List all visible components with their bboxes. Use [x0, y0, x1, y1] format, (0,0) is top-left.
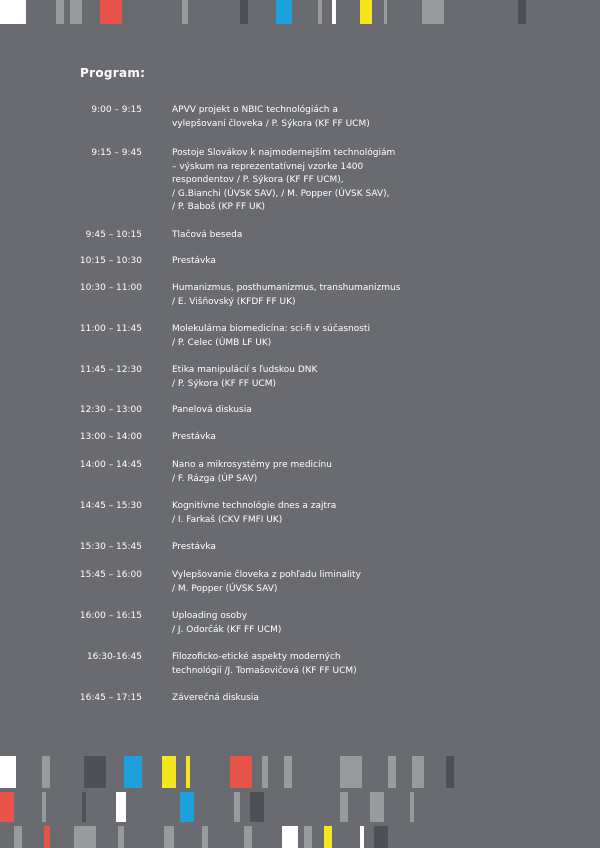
program-title: Program:	[80, 66, 146, 80]
deco-bar	[412, 756, 424, 788]
session-text: Humanizmus, posthumanizmus, transhumanizmus / E. Višňovský (KFDF FF UK)	[172, 283, 401, 307]
session-time: 13:00 – 14:00	[79, 432, 142, 442]
deco-bar	[42, 756, 50, 788]
deco-bar	[240, 0, 248, 24]
deco-bar	[340, 792, 348, 822]
deco-bar	[374, 826, 388, 848]
deco-bar	[410, 792, 414, 822]
session-text: Panelová diskusia	[172, 405, 252, 415]
deco-bar	[388, 756, 396, 788]
session-text: Prestávka	[172, 432, 216, 442]
deco-bar	[234, 792, 240, 822]
deco-bar	[332, 0, 336, 24]
deco-bar	[318, 0, 322, 24]
deco-bar	[230, 756, 252, 788]
deco-bar	[162, 756, 176, 788]
deco-bar	[182, 0, 188, 24]
deco-bar	[84, 756, 106, 788]
session-text: Etika manipulácií s ľudskou DNK / P. Sýkora (KF FF UCM)	[172, 365, 318, 389]
deco-bar	[422, 0, 444, 24]
deco-bar	[14, 826, 22, 848]
session-text: Postoje Slovákov k najmodernejším technológiám – výskum na reprezentatívnej vzorke 1400 respondentov / P. Sýkora (KF FF UCM), / G.Bianchi (ÚVSK SAV), / M. Popper (ÚVSK SAV), / P. Baboš (KP FF UK)	[172, 148, 396, 212]
deco-bar	[446, 756, 454, 788]
deco-bar	[282, 826, 298, 848]
session-time: 10:15 – 10:30	[79, 256, 142, 266]
deco-bar	[304, 826, 312, 848]
deco-bar	[82, 792, 86, 822]
session-time: 16:45 – 17:15	[79, 693, 142, 703]
deco-bar	[244, 826, 252, 848]
deco-bar	[42, 792, 46, 822]
deco-bar	[324, 826, 332, 848]
deco-bar	[56, 0, 64, 24]
session-time: 16:00 – 16:15	[79, 611, 142, 621]
deco-bar	[360, 826, 364, 848]
session-text: Záverečná diskusia	[172, 693, 259, 703]
session-time: 14:00 – 14:45	[79, 460, 142, 470]
session-text: Molekulárna biomedicína: sci-fi v súčasnosti / P. Celec (ÚMB LF UK)	[172, 324, 370, 348]
deco-bar	[100, 0, 122, 24]
session-time: 14:45 – 15:30	[79, 501, 142, 511]
top-decorative-bars	[0, 0, 600, 24]
session-text: Filozoficko-etické aspekty moderných technológií /J. Tomašovičová (KF FF UCM)	[172, 652, 357, 676]
deco-bar	[164, 826, 174, 848]
session-text: Nano a mikrosystémy pre medicínu / F. Rázga (ÚP SAV)	[172, 460, 332, 484]
session-text: Prestávka	[172, 542, 216, 552]
deco-bar	[70, 0, 82, 24]
session-time: 9:15 – 9:45	[91, 148, 142, 158]
deco-bar	[384, 0, 387, 24]
session-text: Tlačová beseda	[172, 230, 243, 240]
deco-bar	[518, 0, 526, 24]
session-time: 9:45 – 10:15	[85, 230, 142, 240]
session-time: 10:30 – 11:00	[79, 283, 142, 293]
session-time: 15:45 – 16:00	[79, 570, 142, 580]
deco-bar	[370, 792, 384, 822]
deco-bar	[116, 792, 126, 822]
deco-bar	[118, 826, 124, 848]
session-time: 15:30 – 15:45	[79, 542, 142, 552]
session-time: 12:30 – 13:00	[79, 405, 142, 415]
deco-bar	[276, 0, 292, 24]
deco-bar	[202, 826, 208, 848]
session-time: 9:00 – 9:15	[91, 105, 142, 115]
deco-bar	[284, 756, 292, 788]
bottom-decorative-bars	[0, 756, 600, 848]
session-text: Vylepšovanie človeka z pohľadu liminality / M. Popper (ÚVSK SAV)	[172, 570, 361, 594]
deco-bar	[180, 792, 194, 822]
deco-bar	[44, 826, 50, 848]
session-text: Uploading osoby / J. Odorčák (KF FF UCM)	[172, 611, 282, 635]
session-time: 16:30-16:45	[86, 652, 142, 662]
session-time: 11:45 – 12:30	[79, 365, 142, 375]
session-text: Prestávka	[172, 256, 216, 266]
deco-bar	[360, 0, 372, 24]
deco-bar	[250, 792, 264, 822]
deco-bar	[0, 756, 16, 788]
deco-bar	[340, 756, 362, 788]
session-time: 11:00 – 11:45	[79, 324, 142, 334]
deco-bar	[0, 792, 14, 822]
deco-bar	[0, 0, 26, 24]
deco-bar	[74, 826, 96, 848]
deco-bar	[186, 756, 190, 788]
deco-bar	[124, 756, 142, 788]
session-text: Kognitívne technológie dnes a zajtra / I. Farkaš (CKV FMFI UK)	[172, 501, 337, 525]
deco-bar	[262, 756, 268, 788]
session-text: APVV projekt o NBIC technológiách a vylepšovaní človeka / P. Sýkora (KF FF UCM)	[172, 105, 370, 129]
